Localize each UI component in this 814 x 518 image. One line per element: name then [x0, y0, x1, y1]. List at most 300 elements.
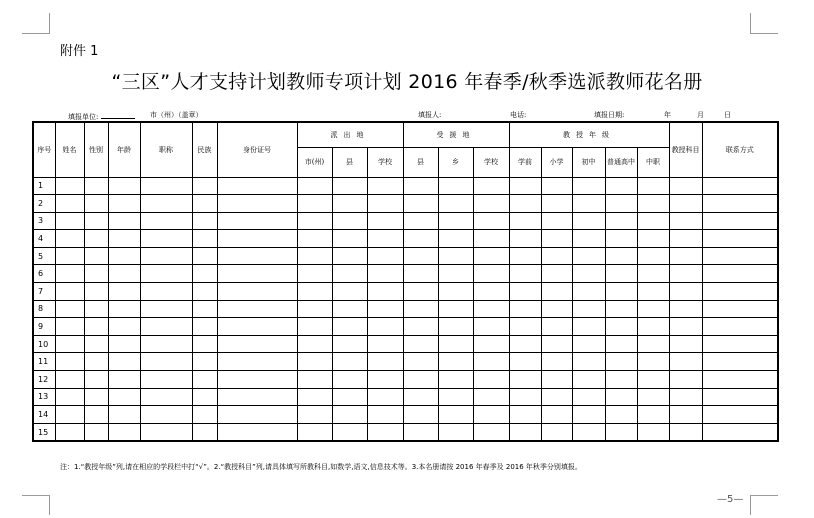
table-cell[interactable]: [217, 230, 297, 248]
table-cell[interactable]: [140, 318, 192, 336]
table-cell[interactable]: [140, 353, 192, 371]
table-cell[interactable]: [297, 195, 332, 213]
table-cell[interactable]: [637, 371, 669, 389]
table-cell[interactable]: [332, 247, 367, 265]
table-cell[interactable]: [84, 212, 108, 230]
table-cell[interactable]: [637, 318, 669, 336]
table-cell[interactable]: [605, 371, 637, 389]
table-cell[interactable]: [669, 283, 702, 301]
header-grade-primary: 小学: [541, 147, 572, 177]
table-cell[interactable]: [702, 177, 778, 195]
table-cell[interactable]: [108, 423, 140, 441]
table-cell[interactable]: [297, 335, 332, 353]
table-cell[interactable]: [332, 283, 367, 301]
table-cell[interactable]: [541, 300, 572, 318]
table-cell[interactable]: [541, 423, 572, 441]
table-cell[interactable]: [297, 283, 332, 301]
table-cell[interactable]: [192, 265, 217, 283]
table-cell[interactable]: [669, 318, 702, 336]
table-cell[interactable]: [192, 300, 217, 318]
table-cell[interactable]: [473, 212, 509, 230]
table-cell[interactable]: [367, 265, 403, 283]
footnote: 注：1.“教授年级”列,请在相应的学段栏中打“√”。2.“教授科目”列,请具体填写所教科目,如数学,语文,信息技术等。3.本名册请按 2016 年春季及 2016 年秋季分别填报。: [60, 463, 582, 471]
table-cell[interactable]: [403, 371, 438, 389]
table-cell[interactable]: [367, 353, 403, 371]
table-cell[interactable]: [473, 406, 509, 424]
table-cell[interactable]: [403, 353, 438, 371]
table-cell[interactable]: [108, 371, 140, 389]
table-cell[interactable]: [572, 177, 605, 195]
table-cell[interactable]: [637, 212, 669, 230]
table-cell[interactable]: [509, 318, 541, 336]
table-cell[interactable]: [140, 195, 192, 213]
table-cell[interactable]: [84, 388, 108, 406]
table-cell[interactable]: [367, 230, 403, 248]
table-cell[interactable]: [541, 265, 572, 283]
table-cell[interactable]: [509, 388, 541, 406]
table-cell[interactable]: [297, 247, 332, 265]
table-cell[interactable]: [509, 283, 541, 301]
table-cell[interactable]: [438, 423, 473, 441]
table-cell[interactable]: [541, 353, 572, 371]
table-cell[interactable]: [192, 177, 217, 195]
table-cell[interactable]: [473, 300, 509, 318]
table-cell[interactable]: [572, 300, 605, 318]
table-cell[interactable]: [702, 388, 778, 406]
table-cell[interactable]: [438, 195, 473, 213]
table-cell[interactable]: [55, 318, 84, 336]
table-cell[interactable]: [637, 406, 669, 424]
table-cell[interactable]: [605, 230, 637, 248]
table-cell[interactable]: [108, 230, 140, 248]
table-cell[interactable]: [108, 388, 140, 406]
table-cell[interactable]: [332, 353, 367, 371]
table-cell[interactable]: [297, 353, 332, 371]
table-cell[interactable]: [541, 318, 572, 336]
table-cell[interactable]: [217, 300, 297, 318]
table-cell[interactable]: [367, 247, 403, 265]
table-cell[interactable]: [403, 300, 438, 318]
crop-mark-top-right: [750, 33, 778, 34]
table-cell[interactable]: [108, 283, 140, 301]
table-cell[interactable]: [367, 388, 403, 406]
table-cell[interactable]: [332, 230, 367, 248]
table-cell[interactable]: [473, 265, 509, 283]
table-cell[interactable]: [637, 265, 669, 283]
table-cell[interactable]: [637, 335, 669, 353]
table-cell[interactable]: [332, 195, 367, 213]
row-number: 9: [33, 318, 55, 336]
table-cell[interactable]: [297, 371, 332, 389]
table-cell[interactable]: [509, 247, 541, 265]
table-cell[interactable]: [84, 318, 108, 336]
table-cell[interactable]: [367, 212, 403, 230]
table-cell[interactable]: [438, 406, 473, 424]
table-cell[interactable]: [140, 300, 192, 318]
table-cell[interactable]: [108, 177, 140, 195]
table-cell[interactable]: [509, 353, 541, 371]
table-cell[interactable]: [217, 388, 297, 406]
table-cell[interactable]: [84, 335, 108, 353]
table-cell[interactable]: [702, 283, 778, 301]
table-cell[interactable]: [541, 177, 572, 195]
table-cell[interactable]: [509, 423, 541, 441]
table-cell[interactable]: [669, 265, 702, 283]
table-cell[interactable]: [367, 335, 403, 353]
table-cell[interactable]: [84, 371, 108, 389]
table-cell[interactable]: [438, 318, 473, 336]
table-cell[interactable]: [217, 265, 297, 283]
table-cell[interactable]: [217, 353, 297, 371]
table-cell[interactable]: [438, 247, 473, 265]
table-cell[interactable]: [509, 230, 541, 248]
table-cell[interactable]: [605, 318, 637, 336]
table-cell[interactable]: [84, 283, 108, 301]
table-cell[interactable]: [297, 212, 332, 230]
table-cell[interactable]: [605, 406, 637, 424]
table-cell[interactable]: [637, 300, 669, 318]
table-cell[interactable]: [192, 388, 217, 406]
table-cell[interactable]: [473, 195, 509, 213]
table-cell[interactable]: [669, 423, 702, 441]
table-cell[interactable]: [473, 423, 509, 441]
table-cell[interactable]: [55, 388, 84, 406]
table-cell[interactable]: [55, 247, 84, 265]
table-cell[interactable]: [297, 406, 332, 424]
table-cell[interactable]: [541, 371, 572, 389]
table-cell[interactable]: [108, 212, 140, 230]
table-cell[interactable]: [572, 230, 605, 248]
table-cell[interactable]: [217, 283, 297, 301]
table-cell[interactable]: [367, 177, 403, 195]
table-row: [33, 230, 778, 248]
table-cell[interactable]: [403, 335, 438, 353]
table-cell[interactable]: [108, 195, 140, 213]
table-cell[interactable]: [55, 353, 84, 371]
table-cell[interactable]: [702, 423, 778, 441]
table-cell[interactable]: [702, 300, 778, 318]
table-cell[interactable]: [403, 212, 438, 230]
table-cell[interactable]: [403, 195, 438, 213]
table-cell[interactable]: [572, 212, 605, 230]
table-cell[interactable]: [473, 247, 509, 265]
table-cell[interactable]: [297, 300, 332, 318]
table-cell[interactable]: [108, 335, 140, 353]
table-cell[interactable]: [572, 283, 605, 301]
table-cell[interactable]: [438, 388, 473, 406]
table-cell[interactable]: [702, 406, 778, 424]
table-cell[interactable]: [605, 283, 637, 301]
table-cell[interactable]: [438, 265, 473, 283]
table-cell[interactable]: [332, 300, 367, 318]
table-cell[interactable]: [541, 388, 572, 406]
table-cell[interactable]: [55, 371, 84, 389]
table-cell[interactable]: [702, 318, 778, 336]
table-cell[interactable]: [367, 371, 403, 389]
table-cell[interactable]: [669, 335, 702, 353]
day-label: 日: [724, 111, 731, 119]
table-cell[interactable]: [332, 371, 367, 389]
table-cell[interactable]: [669, 230, 702, 248]
table-cell[interactable]: [572, 423, 605, 441]
table-cell[interactable]: [84, 406, 108, 424]
table-cell[interactable]: [669, 247, 702, 265]
table-cell[interactable]: [332, 177, 367, 195]
table-cell[interactable]: [473, 335, 509, 353]
table-cell[interactable]: [84, 353, 108, 371]
table-cell[interactable]: [367, 406, 403, 424]
table-cell[interactable]: [217, 247, 297, 265]
table-cell[interactable]: [637, 230, 669, 248]
table-cell[interactable]: [367, 300, 403, 318]
table-row: [33, 283, 778, 301]
table-cell[interactable]: [55, 423, 84, 441]
table-cell[interactable]: [140, 371, 192, 389]
table-cell[interactable]: [403, 247, 438, 265]
table-cell[interactable]: [140, 283, 192, 301]
table-cell[interactable]: [605, 177, 637, 195]
table-cell[interactable]: [473, 177, 509, 195]
table-cell[interactable]: [108, 318, 140, 336]
table-cell[interactable]: [572, 265, 605, 283]
table-cell[interactable]: [217, 212, 297, 230]
table-cell[interactable]: [605, 388, 637, 406]
table-cell[interactable]: [84, 300, 108, 318]
table-cell[interactable]: [55, 265, 84, 283]
table-cell[interactable]: [669, 195, 702, 213]
table-cell[interactable]: [192, 406, 217, 424]
table-cell[interactable]: [669, 406, 702, 424]
table-cell[interactable]: [669, 388, 702, 406]
table-cell[interactable]: [55, 283, 84, 301]
table-cell[interactable]: [605, 423, 637, 441]
table-cell[interactable]: [438, 212, 473, 230]
table-cell[interactable]: [108, 353, 140, 371]
table-cell[interactable]: [403, 318, 438, 336]
table-cell[interactable]: [669, 353, 702, 371]
table-cell[interactable]: [541, 283, 572, 301]
table-cell[interactable]: [332, 423, 367, 441]
table-cell[interactable]: [192, 335, 217, 353]
table-cell[interactable]: [297, 230, 332, 248]
table-cell[interactable]: [605, 265, 637, 283]
table-cell[interactable]: [605, 195, 637, 213]
table-cell[interactable]: [403, 406, 438, 424]
table-cell[interactable]: [473, 283, 509, 301]
table-cell[interactable]: [84, 423, 108, 441]
table-cell[interactable]: [140, 247, 192, 265]
table-cell[interactable]: [473, 353, 509, 371]
table-cell[interactable]: [192, 283, 217, 301]
table-cell[interactable]: [140, 335, 192, 353]
table-cell[interactable]: [572, 406, 605, 424]
table-cell[interactable]: [192, 195, 217, 213]
table-cell[interactable]: [297, 318, 332, 336]
table-cell[interactable]: [192, 318, 217, 336]
header-gender: 性别: [84, 122, 108, 177]
table-cell[interactable]: [297, 265, 332, 283]
table-cell[interactable]: [473, 388, 509, 406]
table-cell[interactable]: [669, 300, 702, 318]
table-cell[interactable]: [297, 388, 332, 406]
table-cell[interactable]: [217, 371, 297, 389]
table-cell[interactable]: [702, 265, 778, 283]
table-cell[interactable]: [403, 177, 438, 195]
table-cell[interactable]: [438, 300, 473, 318]
table-cell[interactable]: [403, 230, 438, 248]
row-number: 3: [33, 212, 55, 230]
table-cell[interactable]: [108, 265, 140, 283]
table-cell[interactable]: [140, 388, 192, 406]
table-cell[interactable]: [217, 177, 297, 195]
table-cell[interactable]: [637, 388, 669, 406]
table-cell[interactable]: [473, 371, 509, 389]
table-cell[interactable]: [140, 406, 192, 424]
table-cell[interactable]: [55, 230, 84, 248]
table-cell[interactable]: [438, 353, 473, 371]
table-cell[interactable]: [702, 335, 778, 353]
table-cell[interactable]: [637, 423, 669, 441]
table-cell[interactable]: [367, 423, 403, 441]
table-cell[interactable]: [140, 177, 192, 195]
table-cell[interactable]: [367, 318, 403, 336]
header-sending-school: 学校: [367, 147, 403, 177]
table-cell[interactable]: [403, 388, 438, 406]
table-cell[interactable]: [509, 335, 541, 353]
table-cell[interactable]: [541, 230, 572, 248]
table-cell[interactable]: [192, 212, 217, 230]
table-cell[interactable]: [509, 300, 541, 318]
table-cell[interactable]: [509, 371, 541, 389]
table-cell[interactable]: [438, 283, 473, 301]
table-cell[interactable]: [438, 230, 473, 248]
table-cell[interactable]: [403, 283, 438, 301]
table-cell[interactable]: [637, 353, 669, 371]
table-cell[interactable]: [572, 335, 605, 353]
table-cell[interactable]: [509, 177, 541, 195]
table-cell[interactable]: [669, 371, 702, 389]
table-cell[interactable]: [572, 388, 605, 406]
table-cell[interactable]: [438, 335, 473, 353]
table-cell[interactable]: [55, 406, 84, 424]
table-cell[interactable]: [509, 195, 541, 213]
table-cell[interactable]: [84, 247, 108, 265]
table-cell[interactable]: [217, 335, 297, 353]
table-cell[interactable]: [55, 195, 84, 213]
unit-field[interactable]: [101, 110, 135, 119]
header-receiving-township: 乡: [438, 147, 473, 177]
table-cell[interactable]: [217, 318, 297, 336]
table-cell[interactable]: [217, 423, 297, 441]
table-cell[interactable]: [55, 335, 84, 353]
table-cell[interactable]: [509, 212, 541, 230]
table-cell[interactable]: [473, 230, 509, 248]
table-cell[interactable]: [403, 265, 438, 283]
table-cell[interactable]: [702, 353, 778, 371]
table-cell[interactable]: [509, 265, 541, 283]
table-cell[interactable]: [192, 230, 217, 248]
table-cell[interactable]: [572, 371, 605, 389]
table-cell[interactable]: [702, 195, 778, 213]
table-cell[interactable]: [140, 423, 192, 441]
table-cell[interactable]: [108, 406, 140, 424]
table-cell[interactable]: [84, 177, 108, 195]
table-cell[interactable]: [192, 353, 217, 371]
table-cell[interactable]: [55, 212, 84, 230]
table-cell[interactable]: [367, 283, 403, 301]
table-cell[interactable]: [669, 177, 702, 195]
table-cell[interactable]: [702, 212, 778, 230]
table-cell[interactable]: [541, 212, 572, 230]
table-cell[interactable]: [140, 230, 192, 248]
table-cell[interactable]: [332, 335, 367, 353]
table-cell[interactable]: [84, 195, 108, 213]
table-cell[interactable]: [572, 353, 605, 371]
table-cell[interactable]: [217, 195, 297, 213]
table-cell[interactable]: [297, 177, 332, 195]
table-cell[interactable]: [637, 195, 669, 213]
table-cell[interactable]: [541, 195, 572, 213]
table-cell[interactable]: [332, 212, 367, 230]
table-cell[interactable]: [438, 177, 473, 195]
table-cell[interactable]: [541, 335, 572, 353]
table-cell[interactable]: [572, 318, 605, 336]
table-cell[interactable]: [541, 406, 572, 424]
table-cell[interactable]: [55, 177, 84, 195]
table-row: [33, 318, 778, 336]
table-cell[interactable]: [140, 265, 192, 283]
table-cell[interactable]: [572, 247, 605, 265]
table-cell[interactable]: [367, 195, 403, 213]
table-cell[interactable]: [108, 300, 140, 318]
table-cell[interactable]: [192, 423, 217, 441]
table-cell[interactable]: [605, 300, 637, 318]
table-cell[interactable]: [84, 230, 108, 248]
table-cell[interactable]: [84, 265, 108, 283]
table-cell[interactable]: [217, 406, 297, 424]
table-cell[interactable]: [702, 371, 778, 389]
table-cell[interactable]: [140, 212, 192, 230]
table-cell[interactable]: [702, 247, 778, 265]
table-cell[interactable]: [55, 300, 84, 318]
table-cell[interactable]: [509, 406, 541, 424]
unit-label: 填报单位:: [68, 113, 99, 121]
table-cell[interactable]: [332, 265, 367, 283]
table-cell[interactable]: [438, 371, 473, 389]
table-cell[interactable]: [637, 177, 669, 195]
table-cell[interactable]: [541, 247, 572, 265]
table-cell[interactable]: [637, 283, 669, 301]
table-cell[interactable]: [637, 247, 669, 265]
table-cell[interactable]: [702, 230, 778, 248]
table-cell[interactable]: [297, 423, 332, 441]
table-cell[interactable]: [605, 247, 637, 265]
table-cell[interactable]: [473, 318, 509, 336]
table-cell[interactable]: [192, 247, 217, 265]
table-cell[interactable]: [605, 212, 637, 230]
table-cell[interactable]: [332, 318, 367, 336]
table-cell[interactable]: [572, 195, 605, 213]
table-cell[interactable]: [332, 388, 367, 406]
row-number: 13: [33, 388, 55, 406]
table-cell[interactable]: [192, 371, 217, 389]
table-cell[interactable]: [332, 406, 367, 424]
table-cell[interactable]: [605, 335, 637, 353]
table-cell[interactable]: [108, 247, 140, 265]
table-cell[interactable]: [669, 212, 702, 230]
table-cell[interactable]: [605, 353, 637, 371]
table-cell[interactable]: [403, 423, 438, 441]
